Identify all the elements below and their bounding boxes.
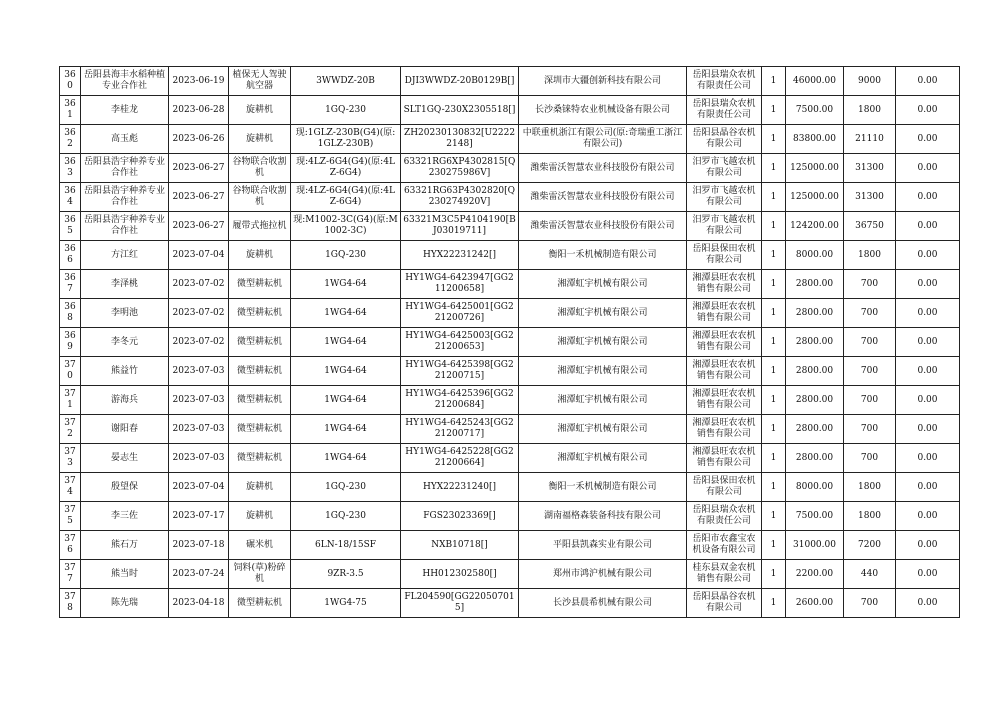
purchase-date-cell: 2023-06-27 <box>169 212 229 241</box>
manufacturer-cell: 湘潭虹宇机械有限公司 <box>519 299 687 328</box>
extra-subsidy-cell: 0.00 <box>896 502 960 531</box>
row-number-cell: 367 <box>60 270 81 299</box>
purchase-date-cell: 2023-07-04 <box>169 241 229 270</box>
quantity-cell: 1 <box>762 96 786 125</box>
row-number-cell: 360 <box>60 67 81 96</box>
dealer-cell: 岳阳县晶谷农机有限公司 <box>687 589 762 618</box>
serial-number-cell: HY1WG4-6425003[GG221200653] <box>401 328 519 357</box>
extra-subsidy-cell: 0.00 <box>896 531 960 560</box>
applicant-name-cell: 熊益竹 <box>81 357 169 386</box>
manufacturer-cell: 郑州市鸿沪机械有限公司 <box>519 560 687 589</box>
machine-type-cell: 微型耕耘机 <box>229 589 291 618</box>
row-number-cell: 370 <box>60 357 81 386</box>
subsidy-cell: 21110 <box>844 125 896 154</box>
manufacturer-cell: 长沙桑铼特农业机械设备有限公司 <box>519 96 687 125</box>
machine-type-cell: 旋耕机 <box>229 125 291 154</box>
extra-subsidy-cell: 0.00 <box>896 415 960 444</box>
machine-type-cell: 微型耕耘机 <box>229 299 291 328</box>
manufacturer-cell: 中联重机浙江有限公司(原:奇瑞重工浙江有限公司) <box>519 125 687 154</box>
row-number-cell: 368 <box>60 299 81 328</box>
machine-type-cell: 微型耕耘机 <box>229 386 291 415</box>
manufacturer-cell: 潍柴雷沃智慧农业科技股份有限公司 <box>519 183 687 212</box>
serial-number-cell: SLT1GQ-230X2305518[] <box>401 96 519 125</box>
purchase-date-cell: 2023-07-03 <box>169 357 229 386</box>
model-cell: 1WG4-64 <box>291 415 401 444</box>
machine-type-cell: 微型耕耘机 <box>229 357 291 386</box>
serial-number-cell: FGS23023369[] <box>401 502 519 531</box>
extra-subsidy-cell: 0.00 <box>896 154 960 183</box>
quantity-cell: 1 <box>762 183 786 212</box>
purchase-date-cell: 2023-04-18 <box>169 589 229 618</box>
table-row <box>60 357 960 386</box>
subsidy-cell: 700 <box>844 357 896 386</box>
subsidy-record-table <box>59 66 960 618</box>
table-row <box>60 415 960 444</box>
model-cell: 1WG4-64 <box>291 299 401 328</box>
serial-number-cell: FL204590[GG220507015] <box>401 589 519 618</box>
extra-subsidy-cell: 0.00 <box>896 183 960 212</box>
table-row <box>60 183 960 212</box>
price-cell: 124200.00 <box>786 212 844 241</box>
table-row <box>60 473 960 502</box>
price-cell: 2800.00 <box>786 357 844 386</box>
purchase-date-cell: 2023-07-02 <box>169 328 229 357</box>
model-cell: 1GQ-230 <box>291 473 401 502</box>
extra-subsidy-cell: 0.00 <box>896 357 960 386</box>
serial-number-cell: HH012302580[] <box>401 560 519 589</box>
price-cell: 46000.00 <box>786 67 844 96</box>
manufacturer-cell: 潍柴雷沃智慧农业科技股份有限公司 <box>519 154 687 183</box>
model-cell: 现:4LZ-6G4(G4)(原:4LZ-6G4) <box>291 183 401 212</box>
purchase-date-cell: 2023-07-02 <box>169 270 229 299</box>
extra-subsidy-cell: 0.00 <box>896 299 960 328</box>
price-cell: 31000.00 <box>786 531 844 560</box>
subsidy-cell: 440 <box>844 560 896 589</box>
quantity-cell: 1 <box>762 589 786 618</box>
serial-number-cell: HY1WG4-6423947[GG211200658] <box>401 270 519 299</box>
model-cell: 3WWDZ-20B <box>291 67 401 96</box>
serial-number-cell: HYX22231240[] <box>401 473 519 502</box>
table-row <box>60 270 960 299</box>
machine-type-cell: 植保无人驾驶航空器 <box>229 67 291 96</box>
extra-subsidy-cell: 0.00 <box>896 589 960 618</box>
price-cell: 125000.00 <box>786 183 844 212</box>
quantity-cell: 1 <box>762 502 786 531</box>
applicant-name-cell: 李明池 <box>81 299 169 328</box>
row-number-cell: 366 <box>60 241 81 270</box>
subsidy-cell: 700 <box>844 328 896 357</box>
applicant-name-cell: 谢阳春 <box>81 415 169 444</box>
model-cell: 9ZR-3.5 <box>291 560 401 589</box>
dealer-cell: 湘潭县旺农农机销售有限公司 <box>687 415 762 444</box>
manufacturer-cell: 湘潭虹宇机械有限公司 <box>519 386 687 415</box>
purchase-date-cell: 2023-06-28 <box>169 96 229 125</box>
serial-number-cell: HY1WG4-6425396[GG221200684] <box>401 386 519 415</box>
model-cell: 1GQ-230 <box>291 96 401 125</box>
row-number-cell: 369 <box>60 328 81 357</box>
machine-type-cell: 微型耕耘机 <box>229 328 291 357</box>
dealer-cell: 湘潭县旺农农机销售有限公司 <box>687 386 762 415</box>
price-cell: 2600.00 <box>786 589 844 618</box>
manufacturer-cell: 湘潭虹宇机械有限公司 <box>519 415 687 444</box>
extra-subsidy-cell: 0.00 <box>896 241 960 270</box>
model-cell: 1WG4-64 <box>291 328 401 357</box>
applicant-name-cell: 熊当时 <box>81 560 169 589</box>
serial-number-cell: DJI3WWDZ-20B0129B[] <box>401 67 519 96</box>
table-row <box>60 154 960 183</box>
manufacturer-cell: 湘潭虹宇机械有限公司 <box>519 444 687 473</box>
price-cell: 2800.00 <box>786 270 844 299</box>
dealer-cell: 汨罗市飞越农机有限公司 <box>687 212 762 241</box>
table-row <box>60 67 960 96</box>
manufacturer-cell: 深圳市大疆创新科技有限公司 <box>519 67 687 96</box>
price-cell: 7500.00 <box>786 96 844 125</box>
quantity-cell: 1 <box>762 415 786 444</box>
applicant-name-cell: 岳阳县浩宇种养专业合作社 <box>81 183 169 212</box>
model-cell: 6LN-18/15SF <box>291 531 401 560</box>
quantity-cell: 1 <box>762 531 786 560</box>
row-number-cell: 365 <box>60 212 81 241</box>
quantity-cell: 1 <box>762 444 786 473</box>
purchase-date-cell: 2023-06-27 <box>169 154 229 183</box>
table-row <box>60 299 960 328</box>
price-cell: 125000.00 <box>786 154 844 183</box>
applicant-name-cell: 李泽桃 <box>81 270 169 299</box>
serial-number-cell: 63321RG6XP4302815[Q230275986V] <box>401 154 519 183</box>
dealer-cell: 湘潭县旺农农机销售有限公司 <box>687 299 762 328</box>
extra-subsidy-cell: 0.00 <box>896 67 960 96</box>
machine-type-cell: 履带式拖拉机 <box>229 212 291 241</box>
quantity-cell: 1 <box>762 560 786 589</box>
purchase-date-cell: 2023-07-03 <box>169 386 229 415</box>
row-number-cell: 374 <box>60 473 81 502</box>
machine-type-cell: 饲料(草)粉碎机 <box>229 560 291 589</box>
price-cell: 2800.00 <box>786 444 844 473</box>
model-cell: 1WG4-75 <box>291 589 401 618</box>
dealer-cell: 岳阳市农鑫宝农机设备有限公司 <box>687 531 762 560</box>
model-cell: 1GQ-230 <box>291 502 401 531</box>
model-cell: 1GQ-230 <box>291 241 401 270</box>
model-cell: 1WG4-64 <box>291 386 401 415</box>
machine-type-cell: 谷物联合收割机 <box>229 154 291 183</box>
price-cell: 2800.00 <box>786 299 844 328</box>
table-row <box>60 125 960 154</box>
manufacturer-cell: 衡阳一禾机械制造有限公司 <box>519 241 687 270</box>
quantity-cell: 1 <box>762 125 786 154</box>
applicant-name-cell: 晏志生 <box>81 444 169 473</box>
manufacturer-cell: 湖南福格森装备科技有限公司 <box>519 502 687 531</box>
row-number-cell: 361 <box>60 96 81 125</box>
subsidy-cell: 700 <box>844 444 896 473</box>
applicant-name-cell: 岳阳县浩宇种养专业合作社 <box>81 154 169 183</box>
row-number-cell: 375 <box>60 502 81 531</box>
price-cell: 2800.00 <box>786 415 844 444</box>
purchase-date-cell: 2023-07-18 <box>169 531 229 560</box>
machine-type-cell: 微型耕耘机 <box>229 270 291 299</box>
purchase-date-cell: 2023-07-04 <box>169 473 229 502</box>
machine-type-cell: 谷物联合收割机 <box>229 183 291 212</box>
applicant-name-cell: 李三佐 <box>81 502 169 531</box>
applicant-name-cell: 熊石万 <box>81 531 169 560</box>
manufacturer-cell: 湘潭虹宇机械有限公司 <box>519 270 687 299</box>
applicant-name-cell: 方江红 <box>81 241 169 270</box>
dealer-cell: 湘潭县旺农农机销售有限公司 <box>687 357 762 386</box>
price-cell: 2800.00 <box>786 386 844 415</box>
dealer-cell: 桂东县双金农机销售有限公司 <box>687 560 762 589</box>
quantity-cell: 1 <box>762 299 786 328</box>
dealer-cell: 岳阳县晶谷农机有限公司 <box>687 125 762 154</box>
purchase-date-cell: 2023-06-27 <box>169 183 229 212</box>
subsidy-cell: 700 <box>844 589 896 618</box>
row-number-cell: 373 <box>60 444 81 473</box>
table-row <box>60 502 960 531</box>
purchase-date-cell: 2023-07-24 <box>169 560 229 589</box>
manufacturer-cell: 衡阳一禾机械制造有限公司 <box>519 473 687 502</box>
dealer-cell: 岳阳县瑞众农机有限责任公司 <box>687 67 762 96</box>
serial-number-cell: HY1WG4-6425243[GG221200717] <box>401 415 519 444</box>
price-cell: 83800.00 <box>786 125 844 154</box>
table-row <box>60 444 960 473</box>
applicant-name-cell: 岳阳县浩宇种养专业合作社 <box>81 212 169 241</box>
row-number-cell: 363 <box>60 154 81 183</box>
table-row <box>60 589 960 618</box>
applicant-name-cell: 殷望保 <box>81 473 169 502</box>
serial-number-cell: ZH20230130832[U22222148] <box>401 125 519 154</box>
model-cell: 现:M1002-3C(G4)(原:M1002-3C) <box>291 212 401 241</box>
price-cell: 8000.00 <box>786 241 844 270</box>
machine-type-cell: 旋耕机 <box>229 473 291 502</box>
extra-subsidy-cell: 0.00 <box>896 560 960 589</box>
extra-subsidy-cell: 0.00 <box>896 386 960 415</box>
subsidy-cell: 1800 <box>844 96 896 125</box>
price-cell: 8000.00 <box>786 473 844 502</box>
dealer-cell: 湘潭县旺农农机销售有限公司 <box>687 270 762 299</box>
price-cell: 2800.00 <box>786 328 844 357</box>
machine-type-cell: 微型耕耘机 <box>229 444 291 473</box>
quantity-cell: 1 <box>762 386 786 415</box>
manufacturer-cell: 平阳县凯森实业有限公司 <box>519 531 687 560</box>
quantity-cell: 1 <box>762 241 786 270</box>
subsidy-cell: 1800 <box>844 473 896 502</box>
extra-subsidy-cell: 0.00 <box>896 125 960 154</box>
row-number-cell: 377 <box>60 560 81 589</box>
manufacturer-cell: 长沙县晨希机械有限公司 <box>519 589 687 618</box>
model-cell: 现:4LZ-6G4(G4)(原:4LZ-6G4) <box>291 154 401 183</box>
manufacturer-cell: 湘潭虹宇机械有限公司 <box>519 328 687 357</box>
quantity-cell: 1 <box>762 357 786 386</box>
machine-type-cell: 微型耕耘机 <box>229 415 291 444</box>
extra-subsidy-cell: 0.00 <box>896 96 960 125</box>
applicant-name-cell: 李桂龙 <box>81 96 169 125</box>
purchase-date-cell: 2023-07-02 <box>169 299 229 328</box>
dealer-cell: 岳阳县瑞众农机有限责任公司 <box>687 502 762 531</box>
table-body <box>60 67 960 618</box>
serial-number-cell: HY1WG4-6425001[GG221200726] <box>401 299 519 328</box>
machine-type-cell: 旋耕机 <box>229 96 291 125</box>
serial-number-cell: HY1WG4-6425228[GG221200664] <box>401 444 519 473</box>
subsidy-cell: 31300 <box>844 154 896 183</box>
table-row <box>60 560 960 589</box>
row-number-cell: 372 <box>60 415 81 444</box>
manufacturer-cell: 湘潭虹宇机械有限公司 <box>519 357 687 386</box>
row-number-cell: 362 <box>60 125 81 154</box>
model-cell: 1WG4-64 <box>291 270 401 299</box>
extra-subsidy-cell: 0.00 <box>896 473 960 502</box>
price-cell: 7500.00 <box>786 502 844 531</box>
applicant-name-cell: 游海兵 <box>81 386 169 415</box>
purchase-date-cell: 2023-06-19 <box>169 67 229 96</box>
dealer-cell: 岳阳县保田农机有限公司 <box>687 241 762 270</box>
subsidy-cell: 31300 <box>844 183 896 212</box>
extra-subsidy-cell: 0.00 <box>896 444 960 473</box>
quantity-cell: 1 <box>762 473 786 502</box>
machine-type-cell: 旋耕机 <box>229 241 291 270</box>
purchase-date-cell: 2023-07-03 <box>169 444 229 473</box>
dealer-cell: 湘潭县旺农农机销售有限公司 <box>687 328 762 357</box>
subsidy-cell: 700 <box>844 415 896 444</box>
extra-subsidy-cell: 0.00 <box>896 328 960 357</box>
row-number-cell: 378 <box>60 589 81 618</box>
subsidy-cell: 36750 <box>844 212 896 241</box>
table-row <box>60 328 960 357</box>
subsidy-cell: 9000 <box>844 67 896 96</box>
extra-subsidy-cell: 0.00 <box>896 212 960 241</box>
manufacturer-cell: 潍柴雷沃智慧农业科技股份有限公司 <box>519 212 687 241</box>
purchase-date-cell: 2023-06-26 <box>169 125 229 154</box>
serial-number-cell: HYX22231242[] <box>401 241 519 270</box>
model-cell: 现:1GLZ-230B(G4)(原:1GLZ-230B) <box>291 125 401 154</box>
dealer-cell: 汨罗市飞越农机有限公司 <box>687 154 762 183</box>
dealer-cell: 湘潭县旺农农机销售有限公司 <box>687 444 762 473</box>
table-row <box>60 212 960 241</box>
serial-number-cell: HY1WG4-6425398[GG221200715] <box>401 357 519 386</box>
applicant-name-cell: 高玉彪 <box>81 125 169 154</box>
quantity-cell: 1 <box>762 328 786 357</box>
purchase-date-cell: 2023-07-17 <box>169 502 229 531</box>
quantity-cell: 1 <box>762 154 786 183</box>
subsidy-cell: 7200 <box>844 531 896 560</box>
subsidy-cell: 1800 <box>844 502 896 531</box>
dealer-cell: 岳阳县瑞众农机有限责任公司 <box>687 96 762 125</box>
table-row <box>60 386 960 415</box>
row-number-cell: 371 <box>60 386 81 415</box>
applicant-name-cell: 陈先瑞 <box>81 589 169 618</box>
serial-number-cell: NXB10718[] <box>401 531 519 560</box>
table-row <box>60 241 960 270</box>
applicant-name-cell: 岳阳县海丰水稻种植专业合作社 <box>81 67 169 96</box>
quantity-cell: 1 <box>762 270 786 299</box>
dealer-cell: 汨罗市飞越农机有限公司 <box>687 183 762 212</box>
purchase-date-cell: 2023-07-03 <box>169 415 229 444</box>
dealer-cell: 岳阳县保田农机有限公司 <box>687 473 762 502</box>
serial-number-cell: 63321RG63P4302820[Q230274920V] <box>401 183 519 212</box>
extra-subsidy-cell: 0.00 <box>896 270 960 299</box>
model-cell: 1WG4-64 <box>291 444 401 473</box>
subsidy-cell: 700 <box>844 386 896 415</box>
machine-type-cell: 碾米机 <box>229 531 291 560</box>
subsidy-cell: 700 <box>844 270 896 299</box>
row-number-cell: 376 <box>60 531 81 560</box>
table-row <box>60 531 960 560</box>
row-number-cell: 364 <box>60 183 81 212</box>
subsidy-cell: 700 <box>844 299 896 328</box>
subsidy-cell: 1800 <box>844 241 896 270</box>
quantity-cell: 1 <box>762 212 786 241</box>
machine-type-cell: 旋耕机 <box>229 502 291 531</box>
serial-number-cell: 63321M3C5P4104190[BJ03019711] <box>401 212 519 241</box>
quantity-cell: 1 <box>762 67 786 96</box>
table-row <box>60 96 960 125</box>
applicant-name-cell: 李冬元 <box>81 328 169 357</box>
model-cell: 1WG4-64 <box>291 357 401 386</box>
price-cell: 2200.00 <box>786 560 844 589</box>
